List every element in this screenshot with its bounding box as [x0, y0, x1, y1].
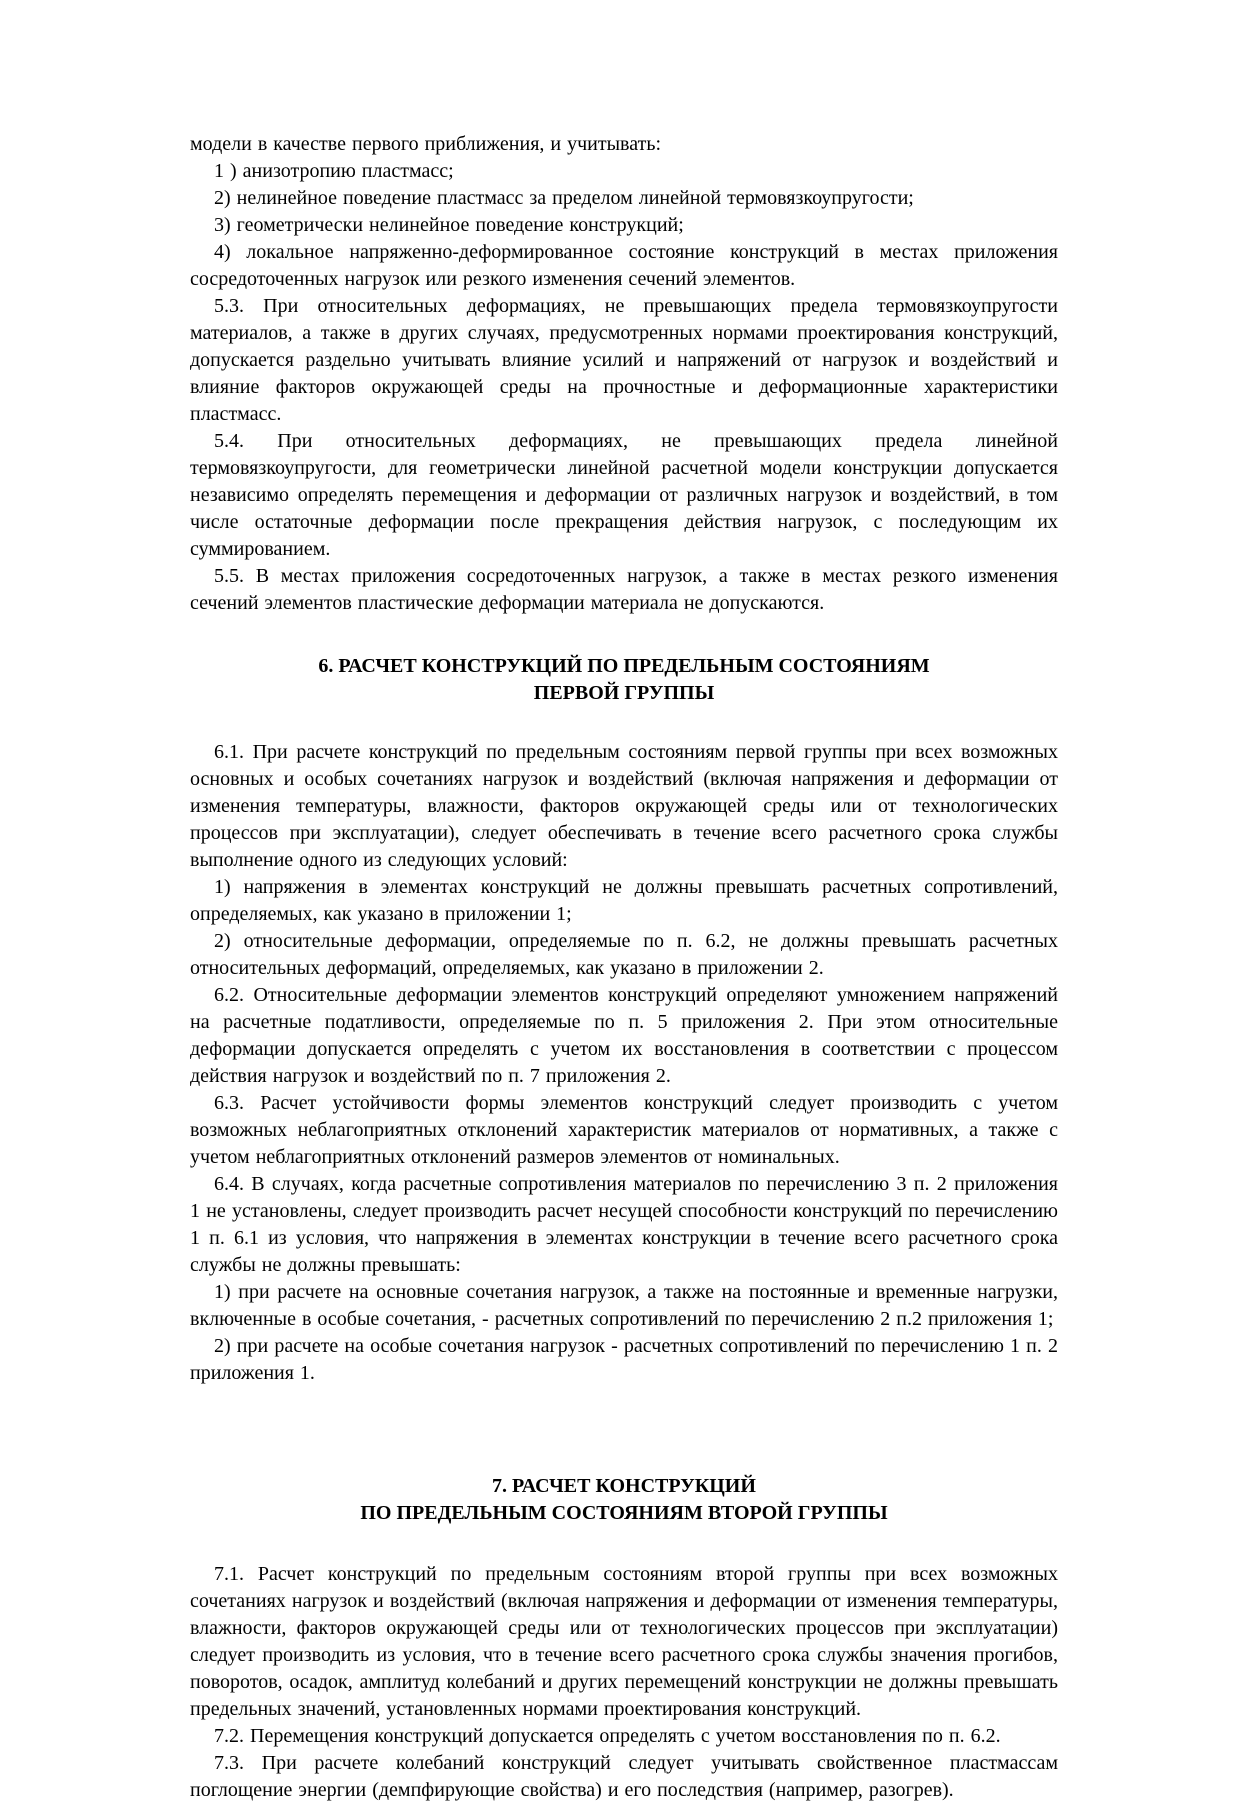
paragraph-5-3: 5.3. При относительных деформациях, не превышающих предела термовязкоупругости материалов, а также в других случаях, предусмотренных нормами проектирования конструкций, допускается раздельно учитывать влияние усилий и напряжений от нагрузок и воздействий и влияние факторов окружающей среды на прочностные и деформационные характеристики пластмасс.	[190, 295, 1058, 425]
section-6-heading-line-1: 6. РАСЧЕТ КОНСТРУКЦИЙ ПО ПРЕДЕЛЬНЫМ СОСТОЯНИЯМ	[318, 655, 930, 677]
paragraph-5-5: 5.5. В местах приложения сосредоточенных нагрузок, а также в местах резкого изменения сечений элементов пластические деформации материала не допускаются.	[190, 565, 1058, 614]
paragraph-6-3: 6.3. Расчет устойчивости формы элементов конструкций следует производить с учетом возможных неблагоприятных отклонений характеристик материалов от нормативных, а также с учетом неблагоприятных отклонений размеров элементов от номинальных.	[190, 1092, 1058, 1168]
paragraph-6-4-item-1: 1) при расчете на основные сочетания нагрузок, а также на постоянные и временные нагрузки, включенные в особые сочетания, - расчетных сопротивлений по перечислению 2 п.2 приложения 1;	[190, 1281, 1058, 1330]
section-7-heading-line-2: ПО ПРЕДЕЛЬНЫМ СОСТОЯНИЯМ ВТОРОЙ ГРУППЫ	[360, 1502, 888, 1524]
section-7-heading-line-1: 7. РАСЧЕТ КОНСТРУКЦИЙ	[492, 1475, 756, 1497]
paragraph-6-1-item-1: 1) напряжения в элементах конструкций не должны превышать расчетных сопротивлений, определяемых, как указано в приложении 1;	[190, 876, 1058, 925]
section-6-heading-line-2: ПЕРВОЙ ГРУППЫ	[533, 682, 715, 704]
paragraph-7-1: 7.1. Расчет конструкций по предельным состояниям второй группы при всех возможных сочетаниях нагрузок и воздействий (включая напряжения и деформации от изменения температуры, влажности, факторов окружающей среды или от технологических процессов при эксплуатации) следует производить из условия, что в течение всего расчетного срока службы значения прогибов, поворотов, осадок, амплитуд колебаний и других перемещений конструкции не должны превышать предельных значений, установленных нормами проектирования конструкций.	[190, 1563, 1058, 1720]
list-item-2: 2) нелинейное поведение пластмасс за пределом линейной термовязкоупругости;	[214, 187, 914, 209]
paragraph-7-2: 7.2. Перемещения конструкций допускается определять с учетом восстановления по п. 6.2.	[214, 1725, 1001, 1747]
paragraph-6-2: 6.2. Относительные деформации элементов конструкций определяют умножением напряжений на расчетные податливости, определяемые по п. 5 приложения 2. При этом относительные деформации допускается определять с учетом их восстановления в соответствии с процессом действия нагрузок и воздействий по п. 7 приложения 2.	[190, 984, 1058, 1087]
list-item-1: 1 ) анизотропию пластмасс;	[214, 160, 454, 182]
paragraph-continuation: модели в качестве первого приближения, и учитывать:	[190, 133, 661, 155]
section-6-heading	[190, 653, 1058, 707]
list-item-4: 4) локальное напряженно-деформированное состояние конструкций в местах приложения сосредоточенных нагрузок или резкого изменения сечений элементов.	[190, 241, 1058, 290]
paragraph-6-1-item-2: 2) относительные деформации, определяемые по п. 6.2, не должны превышать расчетных относительных деформаций, определяемых, как указано в приложении 2.	[190, 930, 1058, 979]
paragraph-5-4: 5.4. При относительных деформациях, не превышающих предела линейной термовязкоупругости, для геометрически линейной расчетной модели конструкции допускается независимо определять перемещения и деформации от различных нагрузок и воздействий, в том числе остаточные деформации после прекращения действия нагрузок, с последующим их суммированием.	[190, 430, 1058, 560]
paragraph-6-4-item-2: 2) при расчете на особые сочетания нагрузок - расчетных сопротивлений по перечислению 1 п. 2 приложения 1.	[190, 1335, 1058, 1384]
paragraph-6-1: 6.1. При расчете конструкций по предельным состояниям первой группы при всех возможных основных и особых сочетаниях нагрузок и воздействий (включая напряжения и деформации от изменения температуры, влажности, факторов окружающей среды или от технологических процессов при эксплуатации), следует обеспечивать в течение всего расчетного срока службы выполнение одного из следующих условий:	[190, 741, 1058, 871]
list-item-3: 3) геометрически нелинейное поведение конструкций;	[214, 214, 684, 236]
paragraph-6-4: 6.4. В случаях, когда расчетные сопротивления материалов по перечислению 3 п. 2 приложения 1 не установлены, следует производить расчет несущей способности конструкций по перечислению 1 п. 6.1 из условия, что напряжения в элементах конструкции в течение всего расчетного срока службы не должны превышать:	[190, 1173, 1058, 1276]
paragraph-7-3: 7.3. При расчете колебаний конструкций следует учитывать свойственное пластмассам поглощение энергии (демпфирующие свойства) и его последствия (например, разогрев).	[190, 1752, 1058, 1801]
section-7-heading	[190, 1473, 1058, 1527]
